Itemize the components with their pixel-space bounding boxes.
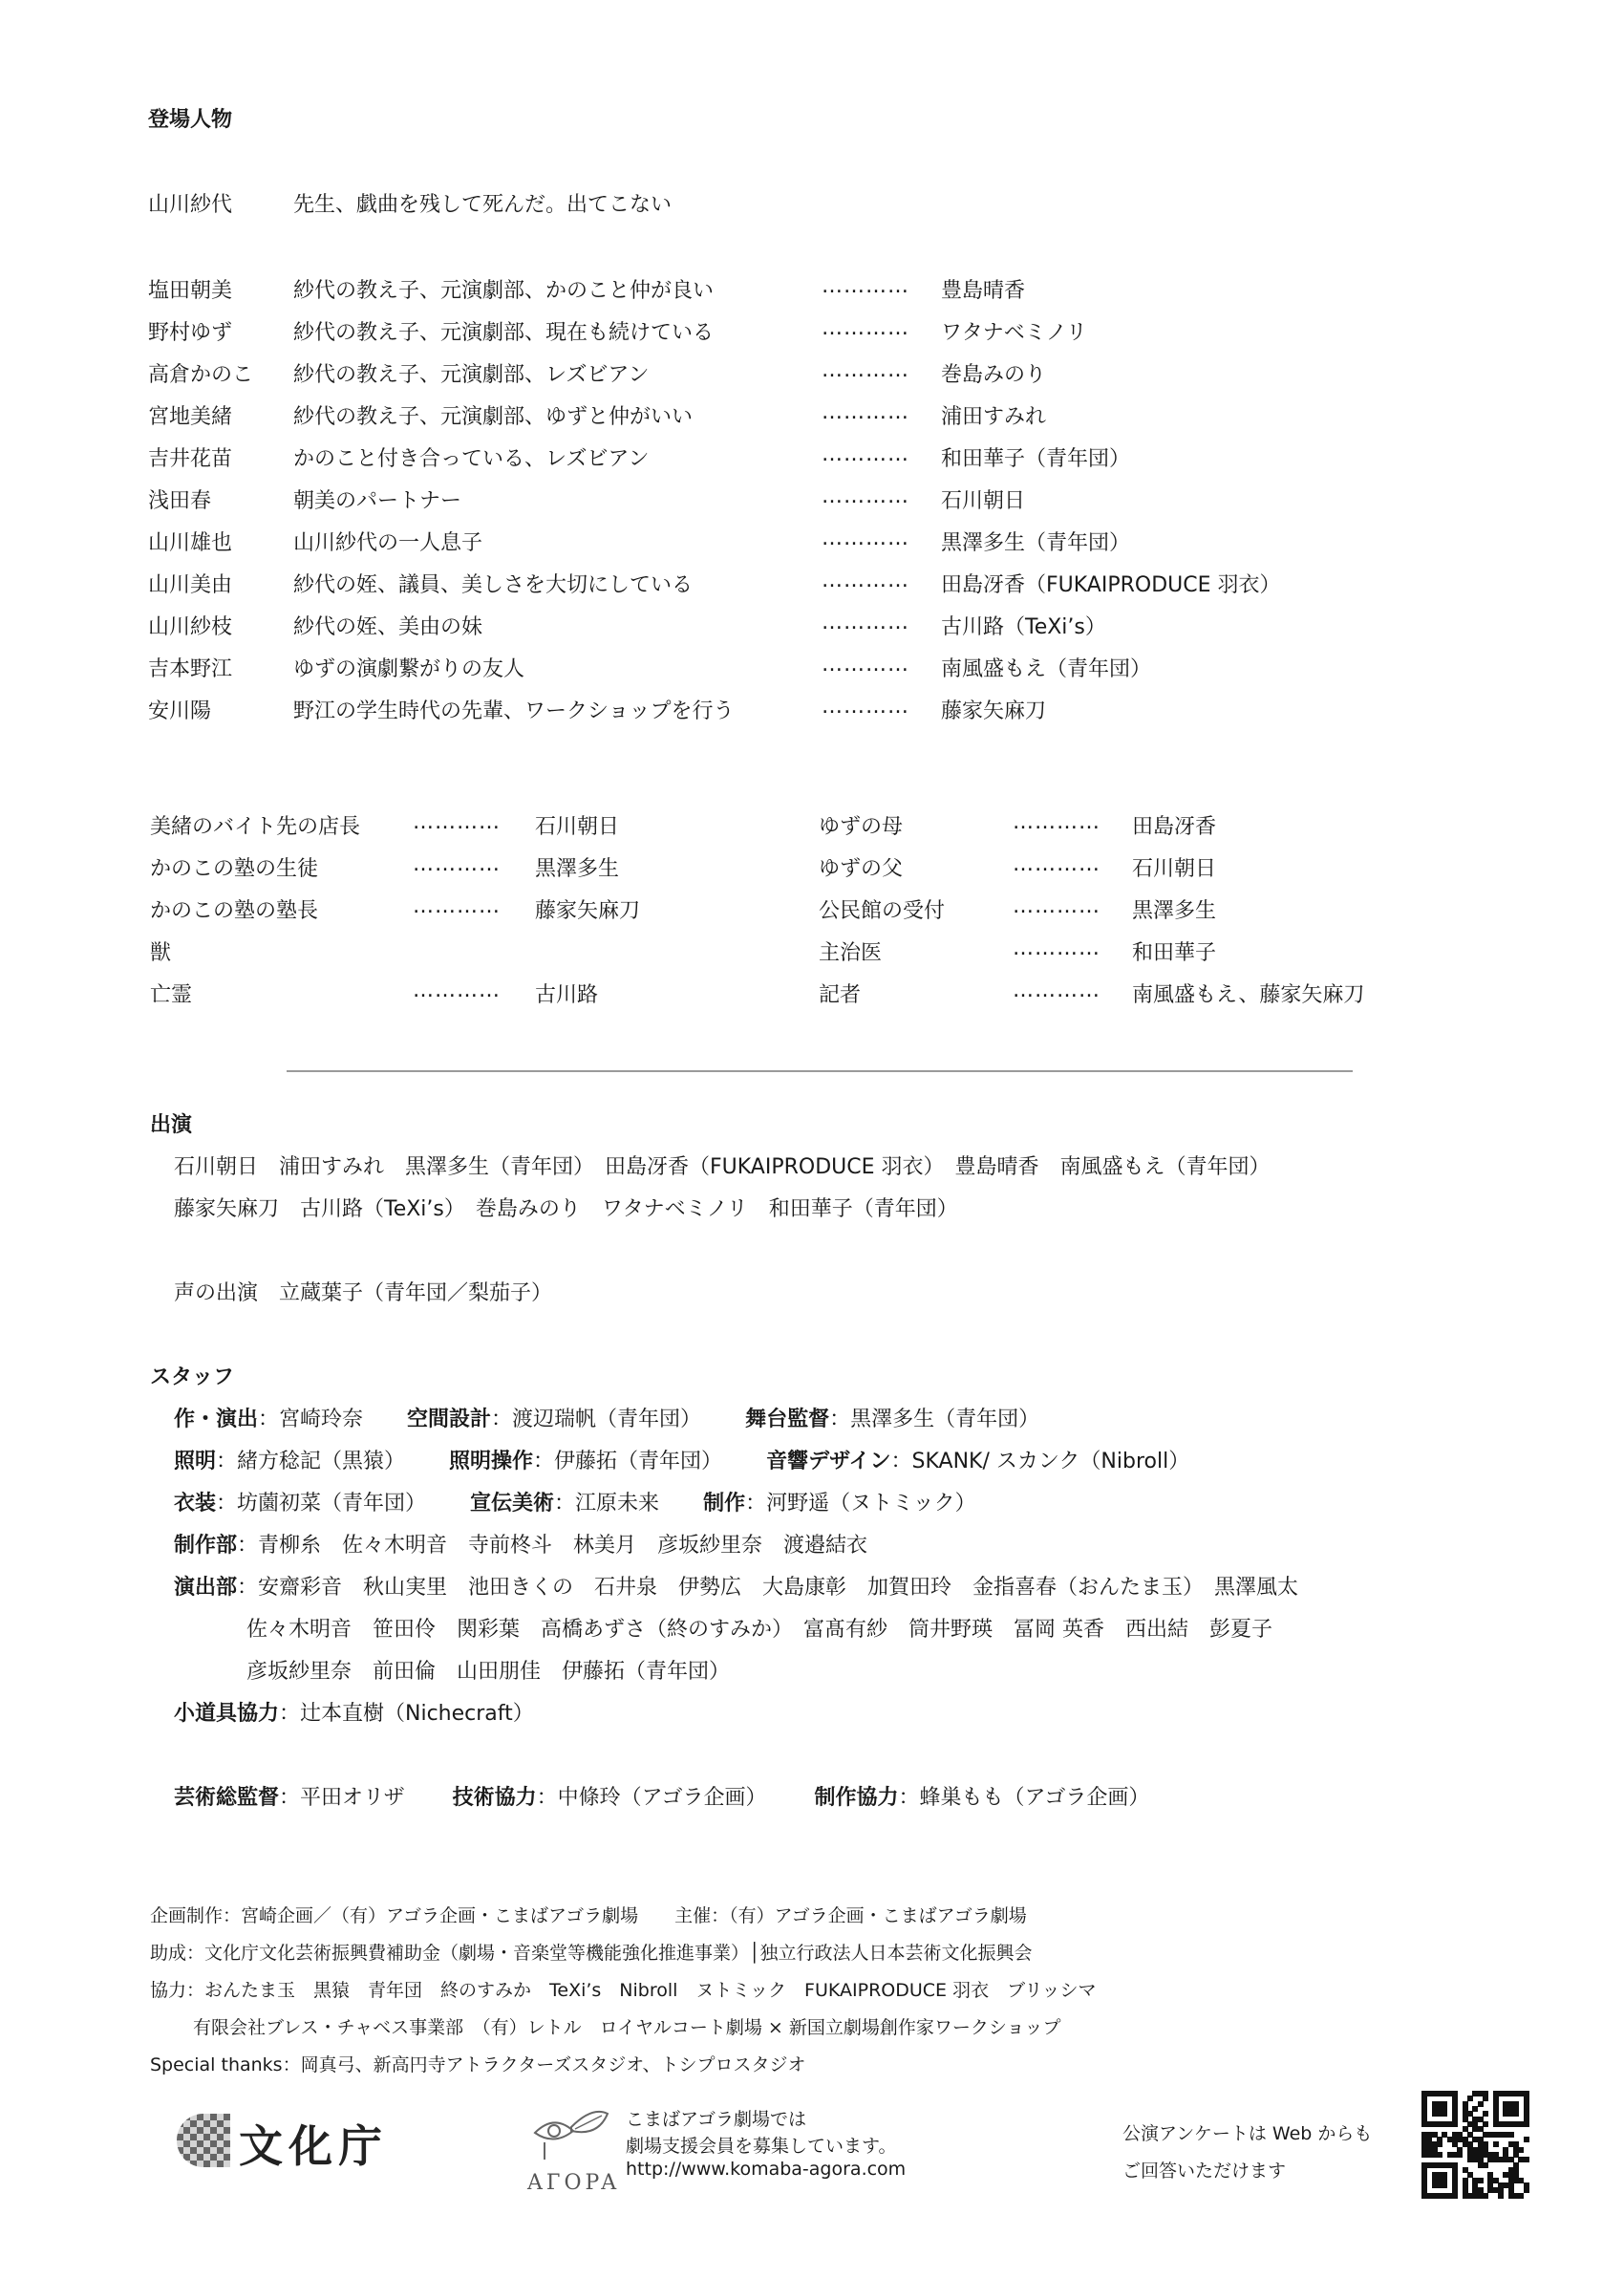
staff-value: ：渡辺瑞帆（青年団） [491, 1408, 702, 1431]
qr-module [1483, 2193, 1488, 2199]
minor-role-name: かのこの塾の塾長 [150, 899, 319, 923]
qr-module [1437, 2141, 1442, 2147]
staff-label: 音響デザイン [766, 1450, 891, 1473]
qr-module [1518, 2147, 1524, 2153]
minor-role-dots: ………… [1013, 810, 1100, 834]
staff-label: 制作協力 [814, 1786, 899, 1810]
minor-role-name: 美緒のバイト先の店長 [150, 815, 361, 839]
character-dots: ………… [822, 484, 909, 508]
character-actor: ワタナベミノリ [941, 321, 1087, 345]
character-name: 野村ゆず [148, 321, 233, 345]
voice-cast: 声の出演 立蔵葉子（青年団／梨茄子） [174, 1281, 553, 1305]
minor-role-name: かのこの塾の生徒 [150, 857, 319, 881]
character-dots: ………… [822, 653, 909, 677]
qr-module [1524, 2157, 1529, 2162]
character-name: 山川美由 [148, 573, 233, 597]
staff-label: 空間設計 [407, 1408, 492, 1431]
character-name: 山川紗枝 [148, 615, 233, 639]
minor-role-name: ゆずの父 [819, 857, 904, 881]
character-name: 吉本野江 [148, 657, 233, 681]
minor-role-actor: 古川路 [535, 983, 599, 1007]
characters-heading: 登場人物 [148, 108, 233, 132]
minor-role-name: 主治医 [819, 941, 883, 965]
character-dots: ………… [822, 316, 909, 340]
minor-role-name: 公民館の受付 [819, 899, 946, 923]
section-divider [287, 1070, 1353, 1072]
qr-module [1467, 2096, 1473, 2101]
credit-special-thanks: Special thanks：岡真弓、新高円寺アトラクターズスタジオ、トシプロスタジオ [150, 2054, 806, 2075]
qr-module [1483, 2162, 1488, 2168]
minor-role-dots: ………… [1013, 936, 1100, 960]
staff-value: ：黒澤多生（青年団） [829, 1408, 1040, 1431]
staff-row-2 [174, 1445, 1189, 1474]
minor-role-actor: 和田華子 [1132, 941, 1217, 965]
staff-label: 演出部 [174, 1576, 238, 1600]
character-actor: 黒澤多生（青年団） [941, 531, 1131, 555]
character-dots: ………… [822, 569, 909, 592]
qr-module [1452, 2193, 1458, 2199]
staff-row-7 [174, 1781, 1149, 1811]
minor-role-dots: ………… [1013, 852, 1100, 876]
qr-module [1452, 2121, 1458, 2127]
character-desc: 朝美のパートナー [293, 489, 462, 513]
qr-module [1524, 2137, 1529, 2142]
credit-cooperation-cont: 有限会社ブレス・チャベス事業部 （有）レトル ロイヤルコート劇場 × 新国立劇場創作家ワークショップ [193, 2017, 1061, 2038]
staff-value: ：緒方稔記（黒猿） [216, 1450, 406, 1473]
staff-value: ：青柳糸 佐々木明音 寺前柊斗 林美月 彦坂紗里奈 渡邉結衣 [237, 1534, 868, 1558]
character-name: 浅田春 [148, 489, 212, 513]
credit-grant: 助成：文化庁文化芸術振興費補助金（劇場・音楽堂等機能強化推進事業）│独立行政法人日本芸術文化振興会 [150, 1943, 1033, 1964]
staff-label: 衣装 [174, 1492, 217, 1516]
minor-role-name: 獣 [150, 941, 172, 965]
staff-label: 照明 [174, 1450, 217, 1473]
character-dots: ………… [822, 274, 909, 298]
qr-code-icon[interactable] [1421, 2091, 1528, 2198]
minor-role-dots: ………… [1013, 894, 1100, 918]
character-name: 山川雄也 [148, 531, 233, 555]
minor-role-dots: ………… [1013, 978, 1100, 1002]
staff-value: ：宮崎玲奈 [258, 1408, 364, 1431]
qr-module [1483, 2096, 1488, 2101]
qr-module [1524, 2121, 1529, 2127]
character-name: 塩田朝美 [148, 279, 233, 303]
minor-role-name: 亡霊 [150, 983, 193, 1007]
character-actor: 豊島晴香 [941, 279, 1026, 303]
credit-cooperation: 協力：おんたま玉 黒猿 青年団 終のすみか TeXi’s Nibroll ヌトミック FUKAIPRODUCE 羽衣 ブリッシマ [150, 1980, 1097, 2001]
staff-row-1 [174, 1403, 1039, 1432]
staff-row-6 [174, 1697, 534, 1727]
qr-module [1437, 2152, 1442, 2158]
qr-module [1472, 2106, 1478, 2112]
character-actor: 巻島みのり [941, 363, 1047, 387]
minor-role-actor: 黒澤多生 [535, 857, 620, 881]
survey-text-line-1: 公演アンケートは Web からも [1122, 2123, 1373, 2144]
character-dots: ………… [822, 400, 909, 424]
character-dots: ………… [822, 695, 909, 719]
character-actor: 浦田すみれ [941, 405, 1047, 429]
qr-module [1478, 2178, 1484, 2183]
qr-module [1524, 2187, 1529, 2193]
character-desc: 紗代の教え子、元演劇部、レズビアン [293, 363, 650, 387]
staff-row-5-cont2: 彦坂紗里奈 前田倫 山田朋佳 伊藤拓（青年団） [246, 1660, 731, 1684]
character-actor: 田島冴香（FUKAIPRODUCE 羽衣） [941, 573, 1281, 597]
minor-role-dots: ………… [413, 810, 501, 834]
qr-module [1493, 2141, 1499, 2147]
character-desc: 紗代の教え子、元演劇部、現在も続けている [293, 321, 715, 345]
staff-heading: スタッフ [150, 1365, 235, 1389]
survey-text-line-2: ご回答いただけます [1122, 2161, 1287, 2182]
character-dots: ………… [822, 358, 909, 382]
cast-line-1: 石川朝日 浦田すみれ 黒澤多生（青年団） 田島冴香（FUKAIPRODUCE 羽衣） 豊島晴香 南風盛もえ（青年団） [174, 1155, 1271, 1179]
lead-desc: 先生、戯曲を残して死んだ。出てこない [293, 193, 673, 217]
character-dots: ………… [822, 611, 909, 634]
minor-role-dots: ………… [413, 894, 501, 918]
qr-module [1513, 2111, 1519, 2117]
bunkacho-logo-text: 文化庁 [239, 2120, 388, 2172]
character-desc: 紗代の教え子、元演劇部、ゆずと仲がいい [293, 405, 694, 429]
staff-value: ：伊藤拓（青年団） [533, 1450, 723, 1473]
staff-row-5 [174, 1571, 1298, 1601]
agora-text-line-1: こまばアゴラ劇場では [626, 2109, 807, 2130]
character-actor: 南風盛もえ（青年団） [941, 657, 1152, 681]
character-name: 安川陽 [148, 699, 212, 723]
character-desc: 紗代の教え子、元演劇部、かのこと仲が良い [293, 279, 715, 303]
character-desc: ゆずの演劇繋がりの友人 [293, 657, 525, 681]
staff-row-4 [174, 1529, 867, 1559]
minor-role-name: 記者 [819, 983, 862, 1007]
staff-label: 制作 [703, 1492, 746, 1516]
minor-role-actor: 田島冴香 [1132, 815, 1217, 839]
cast-line-2: 藤家矢麻刀 古川路（TeXi’s） 巻島みのり ワタナベミノリ 和田華子（青年団） [174, 1197, 958, 1221]
staff-value: ：江原未来 [554, 1492, 660, 1516]
character-desc: 紗代の姪、議員、美しさを大切にしている [293, 573, 694, 597]
staff-value: ：坊薗初菜（青年団） [216, 1492, 427, 1516]
agora-logo-text: AГOPA [527, 2171, 621, 2195]
qr-module [1508, 2132, 1514, 2138]
staff-value: ：平田オリザ [279, 1786, 405, 1810]
minor-role-dots: ………… [413, 978, 501, 1002]
bunkacho-logo-mark [177, 2114, 230, 2167]
minor-role-actor: 石川朝日 [1132, 857, 1217, 881]
staff-label: 小道具協力 [174, 1702, 280, 1726]
staff-value: ：河野遥（ヌトミック） [745, 1492, 976, 1516]
credit-production: 企画制作：宮崎企画／（有）アゴラ企画・こまばアゴラ劇場 主催：（有）アゴラ企画・こまばアゴラ劇場 [150, 1905, 1027, 1926]
character-desc: 紗代の姪、美由の妹 [293, 615, 483, 639]
minor-role-actor: 黒澤多生 [1132, 899, 1217, 923]
staff-label: 芸術総監督 [174, 1786, 280, 1810]
minor-role-actor: 南風盛もえ、藤家矢麻刀 [1132, 983, 1365, 1007]
qr-module [1478, 2101, 1484, 2107]
qr-module [1457, 2152, 1463, 2158]
staff-row-3 [174, 1487, 976, 1516]
character-name: 高倉かのこ [148, 363, 254, 387]
character-dots: ………… [822, 442, 909, 466]
qr-module [1498, 2193, 1504, 2199]
staff-value: ：辻本直樹（Nichecraft） [279, 1702, 534, 1726]
character-desc: かのこと付き合っている、レズビアン [293, 447, 650, 471]
character-actor: 古川路（TeXi’s） [941, 615, 1106, 639]
staff-value: ：安齋彩音 秋山実里 池田きくの 石井泉 伊勢広 大島康彰 加賀田玲 金指喜春（おんたま玉） 黒澤風太 [237, 1576, 1299, 1600]
staff-value: ：SKANK/ スカンク（Nibroll） [890, 1450, 1190, 1473]
character-name: 宮地美緒 [148, 405, 233, 429]
staff-label: 照明操作 [449, 1450, 534, 1473]
character-desc: 野江の学生時代の先輩、ワークショップを行う [293, 699, 735, 723]
staff-label: 作・演出 [174, 1408, 259, 1431]
minor-role-actor: 藤家矢麻刀 [535, 899, 641, 923]
staff-value: ：中條玲（アゴラ企画） [536, 1786, 767, 1810]
qr-module [1483, 2111, 1488, 2117]
minor-role-dots: ………… [413, 852, 501, 876]
minor-role-name: ゆずの母 [819, 815, 904, 839]
character-name: 吉井花苗 [148, 447, 233, 471]
qr-module [1442, 2111, 1447, 2117]
character-actor: 和田華子（青年団） [941, 447, 1131, 471]
character-dots: ………… [822, 527, 909, 550]
qr-module [1518, 2193, 1524, 2199]
character-desc: 山川紗代の一人息子 [293, 531, 483, 555]
minor-role-actor: 石川朝日 [535, 815, 620, 839]
cast-heading: 出演 [150, 1113, 193, 1137]
lead-name: 山川紗代 [148, 193, 233, 217]
staff-label: 制作部 [174, 1534, 238, 1558]
staff-row-5-cont: 佐々木明音 笹田伶 関彩葉 高橋あずさ（終のすみか） 富髙有紗 筒井野瑛 冨岡 英香 西出結 彭夏子 [246, 1618, 1272, 1642]
staff-label: 舞台監督 [745, 1408, 830, 1431]
staff-value: ：蜂巣もも（アゴラ企画） [898, 1786, 1150, 1810]
staff-label: 宣伝美術 [470, 1492, 555, 1516]
character-actor: 石川朝日 [941, 489, 1026, 513]
qr-module [1483, 2121, 1488, 2127]
agora-url-link[interactable]: http://www.komaba-agora.com [626, 2159, 907, 2180]
staff-label: 技術協力 [452, 1786, 537, 1810]
qr-module [1442, 2182, 1447, 2188]
agora-text-line-2: 劇場支援会員を募集しています。 [626, 2136, 897, 2157]
character-actor: 藤家矢麻刀 [941, 699, 1047, 723]
